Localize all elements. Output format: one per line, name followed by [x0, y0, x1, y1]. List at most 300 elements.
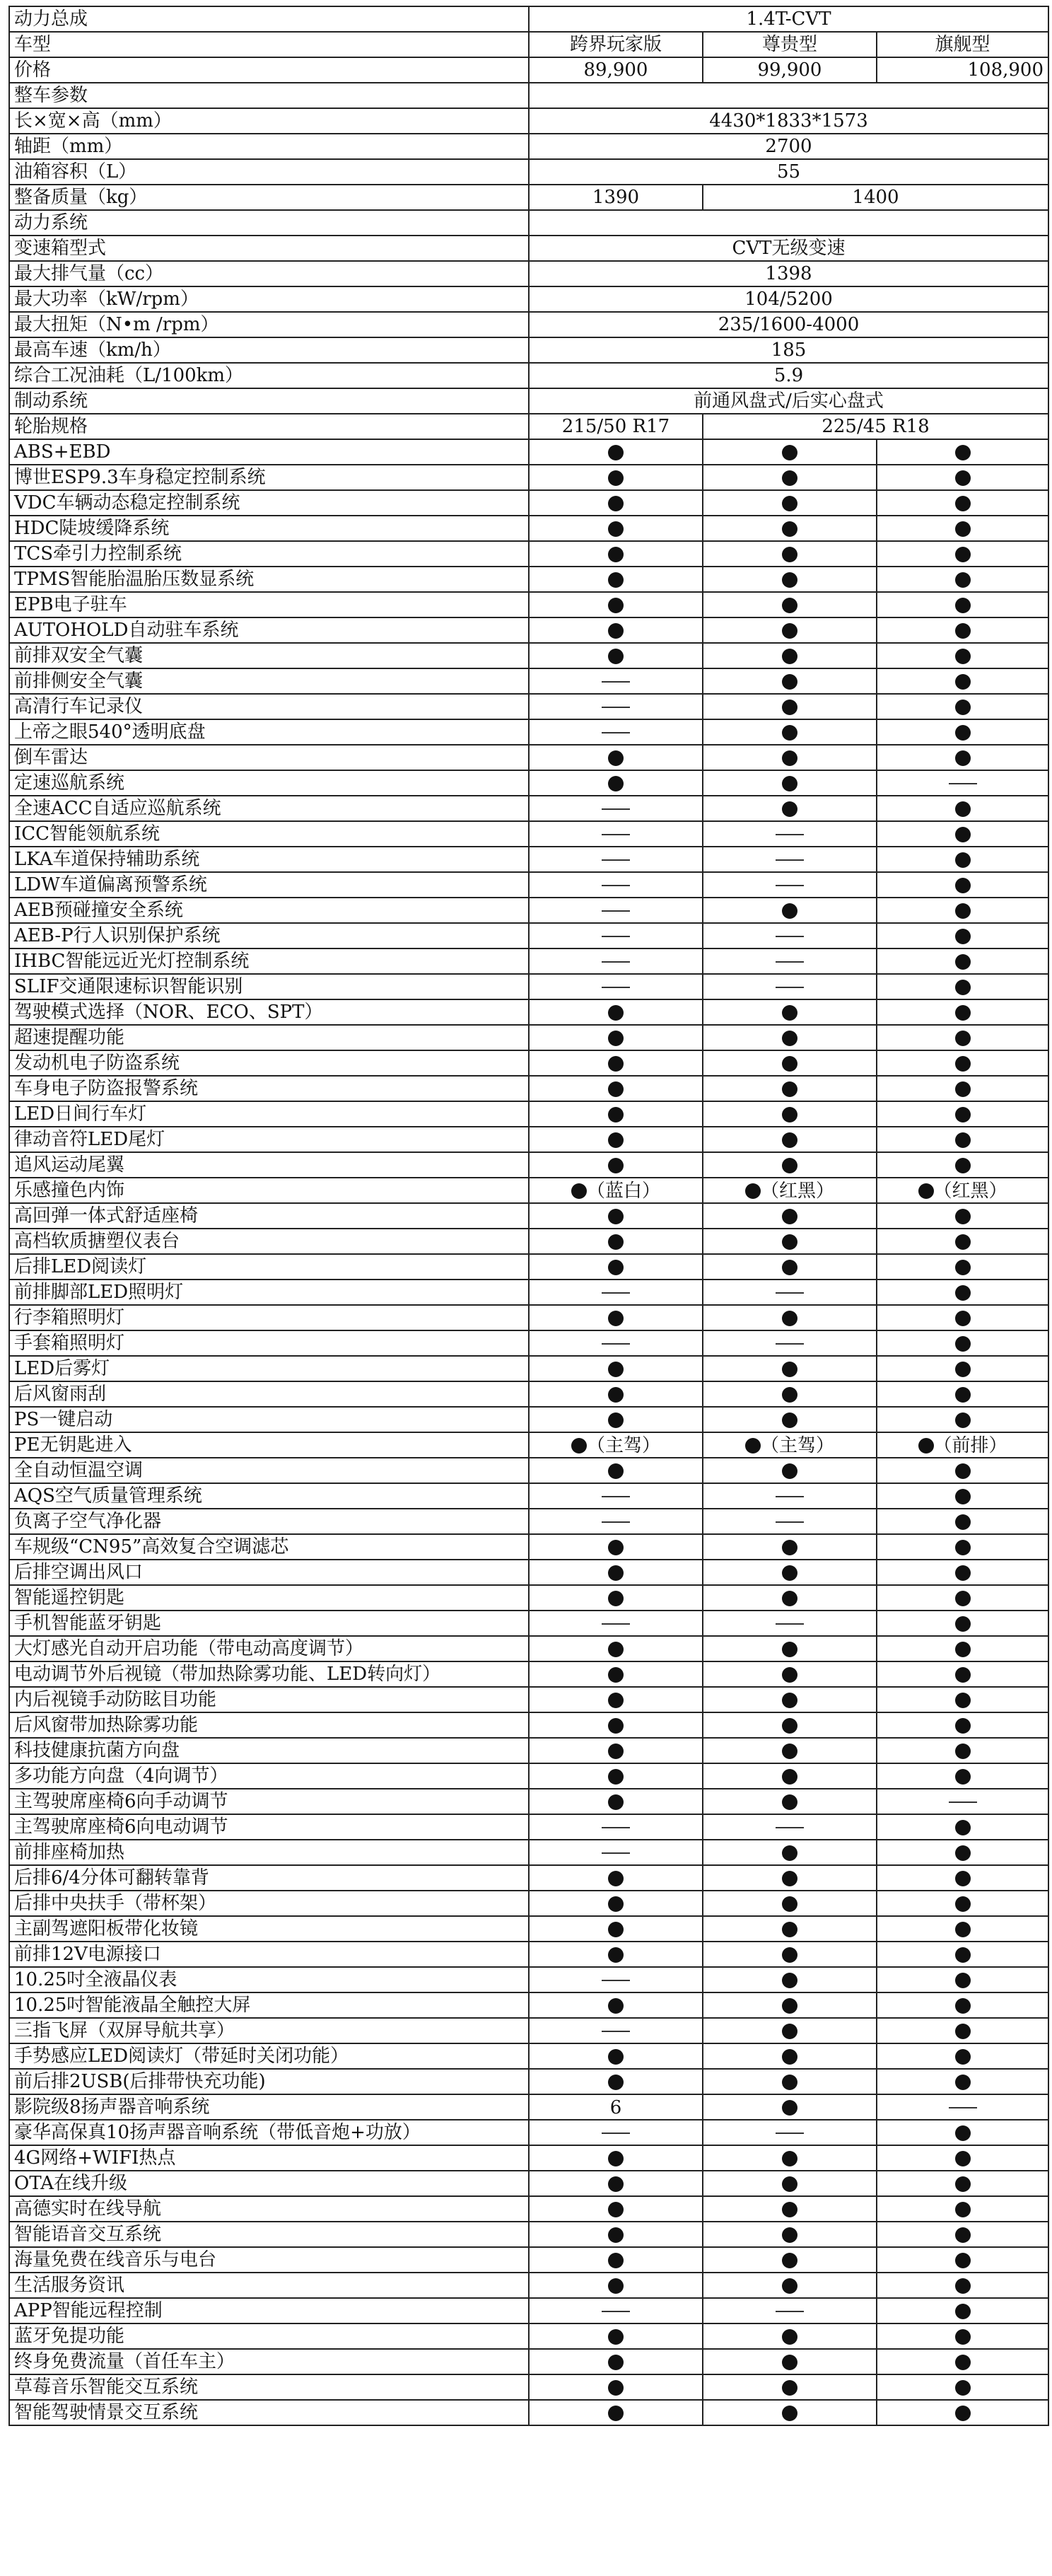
- standard-dot-icon: [782, 1871, 797, 1886]
- standard-dot-icon: [782, 1260, 797, 1275]
- row-label: TPMS智能胎温胎压数显系统: [9, 567, 529, 592]
- standard-dot-icon: [955, 1591, 971, 1606]
- feature-row: [9, 2298, 1048, 2323]
- spec-value-cell: [529, 210, 1048, 236]
- feature-value-cell: [877, 1789, 1048, 1814]
- row-label: 大灯感光自动开启功能（带电动高度调节）: [9, 1636, 529, 1661]
- cell-text: （主驾）: [586, 1434, 660, 1456]
- row-label: 前后排2USB(后排带快充功能): [9, 2069, 529, 2094]
- feature-value-cell: [703, 567, 877, 592]
- feature-row: [9, 1865, 1048, 1891]
- feature-value-cell: [529, 770, 703, 796]
- spec-value-cell: [877, 32, 1048, 57]
- standard-dot-icon: [571, 1438, 587, 1454]
- feature-value-cell: [877, 2323, 1048, 2349]
- standard-dot-icon: [608, 1769, 624, 1785]
- row-label: 前排12V电源接口: [9, 1942, 529, 1967]
- feature-value-cell: [877, 2349, 1048, 2374]
- row-label: 前排座椅加热: [9, 1840, 529, 1865]
- row-label: 高德实时在线导航: [9, 2196, 529, 2222]
- row-label: 后排6/4分体可翻转靠背: [9, 1865, 529, 1891]
- feature-value-cell: [703, 490, 877, 516]
- standard-dot-icon: [782, 725, 797, 741]
- standard-dot-icon: [782, 1947, 797, 1963]
- standard-dot-icon: [955, 1107, 971, 1122]
- feature-row: [9, 1611, 1048, 1636]
- feature-value-cell: [529, 2323, 703, 2349]
- feature-value-cell: [703, 1305, 877, 1330]
- row-label: 行李箱照明灯: [9, 1305, 529, 1330]
- spec-row: [9, 185, 1048, 210]
- standard-dot-icon: [782, 649, 797, 664]
- standard-dot-icon: [608, 649, 624, 664]
- spec-value-cell: [703, 32, 877, 57]
- feature-value-cell: [529, 1025, 703, 1050]
- standard-dot-icon: [955, 954, 971, 970]
- feature-row: [9, 1330, 1048, 1356]
- feature-value-cell: [877, 948, 1048, 974]
- not-available-dash-icon: [776, 1343, 804, 1345]
- feature-value-cell: [529, 1636, 703, 1661]
- cell-text: 235/1600-4000: [718, 314, 860, 335]
- feature-value-cell: [877, 1305, 1048, 1330]
- cell-text: 1400: [852, 187, 899, 208]
- feature-value-cell: [703, 1763, 877, 1789]
- feature-value-cell: [529, 694, 703, 719]
- feature-row: [9, 2196, 1048, 2222]
- feature-value-cell: [529, 1712, 703, 1738]
- feature-value-cell: [703, 898, 877, 923]
- feature-value-cell: [529, 1458, 703, 1483]
- standard-dot-icon: [608, 1871, 624, 1886]
- not-available-dash-icon: [602, 2133, 630, 2134]
- feature-value-cell: [877, 1025, 1048, 1050]
- feature-value-cell: [877, 1585, 1048, 1611]
- standard-dot-icon: [782, 2380, 797, 2396]
- feature-value-cell: [703, 2171, 877, 2196]
- not-available-dash-icon: [776, 961, 804, 963]
- standard-dot-icon: [608, 776, 624, 791]
- feature-value-cell: [877, 1152, 1048, 1178]
- feature-value-cell: [703, 1840, 877, 1865]
- feature-value-cell: [703, 1152, 877, 1178]
- row-label: 前排双安全气囊: [9, 643, 529, 668]
- row-label: 生活服务资讯: [9, 2273, 529, 2298]
- feature-value-cell: [877, 974, 1048, 999]
- not-available-dash-icon: [776, 834, 804, 835]
- row-label: 多功能方向盘（4向调节）: [9, 1763, 529, 1789]
- spec-row: [9, 159, 1048, 185]
- standard-dot-icon: [608, 1311, 624, 1326]
- standard-dot-icon: [782, 1565, 797, 1581]
- standard-dot-icon: [608, 1591, 624, 1606]
- feature-row: [9, 1229, 1048, 1254]
- feature-value-cell: [529, 1407, 703, 1432]
- standard-dot-icon: [608, 1031, 624, 1046]
- standard-dot-icon: [955, 1871, 971, 1886]
- feature-value-cell: [529, 2400, 703, 2425]
- spec-value-cell: [529, 83, 1048, 108]
- feature-value-cell: [877, 1356, 1048, 1381]
- feature-row: [9, 1280, 1048, 1305]
- not-available-dash-icon: [602, 834, 630, 835]
- feature-row: [9, 898, 1048, 923]
- row-label: LED日间行车灯: [9, 1101, 529, 1127]
- feature-row: [9, 821, 1048, 847]
- spec-table-body: [9, 6, 1048, 2425]
- feature-value-cell: [529, 1661, 703, 1687]
- feature-value-cell: [877, 1891, 1048, 1916]
- standard-dot-icon: [782, 2329, 797, 2345]
- feature-row: [9, 1763, 1048, 1789]
- feature-value-cell: [529, 1356, 703, 1381]
- feature-row: [9, 1636, 1048, 1661]
- row-label: 定速巡航系统: [9, 770, 529, 796]
- feature-value-cell: [529, 948, 703, 974]
- standard-dot-icon: [955, 521, 971, 537]
- standard-dot-icon: [782, 1005, 797, 1021]
- feature-row: [9, 1254, 1048, 1280]
- feature-value-cell: [529, 1942, 703, 1967]
- row-label: 后排中央扶手（带杯架）: [9, 1891, 529, 1916]
- feature-value-cell: [877, 770, 1048, 796]
- standard-dot-icon: [608, 2329, 624, 2345]
- standard-dot-icon: [782, 776, 797, 791]
- feature-value-cell: [529, 923, 703, 948]
- feature-row: [9, 999, 1048, 1025]
- row-label: 轴距（mm）: [9, 134, 529, 159]
- feature-value-cell: [703, 1992, 877, 2018]
- feature-value-cell: [877, 1254, 1048, 1280]
- row-label: 后排LED阅读灯: [9, 1254, 529, 1280]
- row-label: 整备质量（kg）: [9, 185, 529, 210]
- standard-dot-icon: [955, 1667, 971, 1683]
- feature-value-cell: [877, 745, 1048, 770]
- not-available-dash-icon: [602, 859, 630, 861]
- feature-value-cell: [703, 719, 877, 745]
- standard-dot-icon: [955, 2406, 971, 2421]
- standard-dot-icon: [782, 1209, 797, 1224]
- standard-dot-icon: [782, 2049, 797, 2065]
- spec-row: [9, 337, 1048, 363]
- feature-row: [9, 1942, 1048, 1967]
- standard-dot-icon: [608, 1132, 624, 1148]
- row-label: 电动调节外后视镜（带加热除雾功能、LED转向灯）: [9, 1661, 529, 1687]
- standard-dot-icon: [608, 1260, 624, 1275]
- standard-dot-icon: [955, 1769, 971, 1785]
- standard-dot-icon: [782, 1132, 797, 1148]
- standard-dot-icon: [608, 2075, 624, 2090]
- standard-dot-icon: [782, 470, 797, 486]
- feature-value-cell: [703, 1738, 877, 1763]
- feature-value-cell: [877, 1967, 1048, 1992]
- feature-value-cell: [703, 541, 877, 567]
- not-available-dash-icon: [776, 936, 804, 937]
- feature-value-cell: [703, 1865, 877, 1891]
- standard-dot-icon: [608, 1642, 624, 1657]
- feature-value-cell: [529, 2222, 703, 2247]
- feature-row: [9, 1534, 1048, 1560]
- row-label: 整车参数: [9, 83, 529, 108]
- feature-row: [9, 2043, 1048, 2069]
- feature-value-cell: [877, 465, 1048, 490]
- feature-value-cell: [703, 1127, 877, 1152]
- feature-row: [9, 1305, 1048, 1330]
- feature-value-cell: [703, 2374, 877, 2400]
- standard-dot-icon: [955, 1311, 971, 1326]
- feature-value-cell: [529, 1076, 703, 1101]
- standard-dot-icon: [782, 2075, 797, 2090]
- feature-value-cell: [877, 1661, 1048, 1687]
- feature-value-cell: [703, 1280, 877, 1305]
- spec-value-cell: [529, 261, 1048, 286]
- feature-value-cell: [529, 1891, 703, 1916]
- standard-dot-icon: [782, 2253, 797, 2268]
- feature-value-cell: [703, 465, 877, 490]
- feature-row: [9, 617, 1048, 643]
- standard-dot-icon: [608, 1947, 624, 1963]
- feature-value-cell: [877, 2400, 1048, 2425]
- feature-value-cell: [529, 1611, 703, 1636]
- standard-dot-icon: [608, 445, 624, 460]
- feature-value-cell: [529, 1101, 703, 1127]
- row-label: 三指飞屏（双屏导航共享）: [9, 2018, 529, 2043]
- standard-dot-icon: [782, 1998, 797, 2014]
- feature-value-cell: [877, 2018, 1048, 2043]
- spec-row: [9, 286, 1048, 312]
- standard-dot-icon: [955, 1209, 971, 1224]
- cell-text: 1398: [765, 263, 812, 284]
- standard-dot-icon: [955, 2151, 971, 2166]
- feature-value-cell: [529, 1483, 703, 1509]
- row-label: TCS牵引力控制系统: [9, 541, 529, 567]
- feature-value-cell: [703, 1330, 877, 1356]
- standard-dot-icon: [608, 1209, 624, 1224]
- feature-value-cell: [877, 1330, 1048, 1356]
- standard-dot-icon: [782, 2024, 797, 2039]
- feature-value-cell: [529, 2273, 703, 2298]
- row-label: 手势感应LED阅读灯（带延时关闭功能）: [9, 2043, 529, 2069]
- feature-value-cell: [529, 439, 703, 465]
- cell-text: 旗舰型: [935, 34, 990, 55]
- standard-dot-icon: [955, 2227, 971, 2243]
- feature-row: [9, 1916, 1048, 1942]
- standard-dot-icon: [608, 1387, 624, 1403]
- standard-dot-icon: [608, 1056, 624, 1072]
- standard-dot-icon: [955, 1973, 971, 1988]
- spec-row: [9, 6, 1048, 32]
- cell-text: 跨界玩家版: [569, 34, 662, 55]
- feature-value-cell: [703, 1814, 877, 1840]
- row-label: PE无钥匙进入: [9, 1432, 529, 1458]
- not-available-dash-icon: [776, 1623, 804, 1625]
- standard-dot-icon: [955, 649, 971, 664]
- standard-dot-icon: [955, 598, 971, 613]
- feature-value-cell: [703, 2196, 877, 2222]
- feature-value-cell: [703, 1661, 877, 1687]
- not-available-dash-icon: [602, 961, 630, 963]
- feature-value-cell: [703, 1050, 877, 1076]
- feature-value-cell: [529, 1738, 703, 1763]
- standard-dot-icon: [782, 1107, 797, 1122]
- feature-value-cell: [877, 1560, 1048, 1585]
- feature-row: [9, 2374, 1048, 2400]
- feature-value-cell: [877, 2374, 1048, 2400]
- standard-dot-icon: [955, 1260, 971, 1275]
- spec-table: [8, 6, 1049, 2426]
- feature-value-cell: [877, 2069, 1048, 2094]
- feature-row: [9, 2171, 1048, 2196]
- standard-dot-icon: [782, 1845, 797, 1861]
- row-label: 轮胎规格: [9, 414, 529, 439]
- row-label: PS一键启动: [9, 1407, 529, 1432]
- feature-value-cell: [877, 2120, 1048, 2145]
- feature-value-cell: [703, 745, 877, 770]
- feature-row: [9, 948, 1048, 974]
- feature-value-cell: [529, 719, 703, 745]
- row-label: 车规级“CN95”高效复合空调滤芯: [9, 1534, 529, 1560]
- cell-text: （红黑）: [933, 1180, 1007, 1202]
- spec-row: [9, 108, 1048, 134]
- standard-dot-icon: [608, 572, 624, 588]
- cell-text: CVT无级变速: [732, 238, 846, 259]
- spec-row: [9, 83, 1048, 108]
- standard-dot-icon: [955, 496, 971, 511]
- cell-text: 1390: [592, 187, 640, 208]
- row-label: ICC智能领航系统: [9, 821, 529, 847]
- standard-dot-icon: [955, 750, 971, 766]
- feature-row: [9, 1891, 1048, 1916]
- feature-row: [9, 1356, 1048, 1381]
- feature-value-cell: [529, 2247, 703, 2273]
- feature-value-cell: [877, 1076, 1048, 1101]
- row-label: 油箱容积（L）: [9, 159, 529, 185]
- row-label: IHBC智能远近光灯控制系统: [9, 948, 529, 974]
- row-label: 后排空调出风口: [9, 1560, 529, 1585]
- spec-value-cell: [529, 57, 703, 83]
- feature-value-cell: [877, 439, 1048, 465]
- row-label: 最大排气量（cc）: [9, 261, 529, 286]
- spec-value-cell: [703, 185, 1048, 210]
- row-label: LDW车道偏离预警系统: [9, 872, 529, 898]
- feature-value-cell: [877, 1127, 1048, 1152]
- standard-dot-icon: [782, 674, 797, 690]
- standard-dot-icon: [608, 2176, 624, 2192]
- standard-dot-icon: [608, 1896, 624, 1912]
- feature-value-cell: [529, 1585, 703, 1611]
- standard-dot-icon: [608, 1463, 624, 1479]
- feature-value-cell: [529, 1203, 703, 1229]
- feature-value-cell: [877, 1203, 1048, 1229]
- standard-dot-icon: [782, 2406, 797, 2421]
- spec-value-cell: [877, 57, 1048, 83]
- feature-value-cell: [703, 1687, 877, 1712]
- not-available-dash-icon: [776, 2133, 804, 2134]
- feature-value-cell: [703, 2145, 877, 2171]
- row-label: 上帝之眼540°透明底盘: [9, 719, 529, 745]
- cell-text: 225/45 R18: [822, 416, 930, 437]
- not-available-dash-icon: [776, 2311, 804, 2312]
- standard-dot-icon: [955, 1896, 971, 1912]
- standard-dot-icon: [955, 1998, 971, 2014]
- feature-value-cell: [703, 516, 877, 541]
- standard-dot-icon: [955, 903, 971, 919]
- standard-dot-icon: [782, 2176, 797, 2192]
- feature-value-cell: [877, 2247, 1048, 2273]
- standard-dot-icon: [955, 852, 971, 868]
- feature-value-cell: [703, 2247, 877, 2273]
- feature-row: [9, 1840, 1048, 1865]
- row-label: 智能遥控钥匙: [9, 1585, 529, 1611]
- feature-row: [9, 1050, 1048, 1076]
- feature-row: [9, 2323, 1048, 2349]
- feature-value-cell: [529, 1381, 703, 1407]
- standard-dot-icon: [608, 1565, 624, 1581]
- standard-dot-icon: [955, 445, 971, 460]
- row-label: 10.25吋全液晶仪表: [9, 1967, 529, 1992]
- standard-dot-icon: [608, 2253, 624, 2268]
- standard-dot-icon: [918, 1438, 934, 1454]
- row-label: AUTOHOLD自动驻车系统: [9, 617, 529, 643]
- not-available-dash-icon: [776, 885, 804, 886]
- feature-value-cell: [529, 465, 703, 490]
- feature-row: [9, 1687, 1048, 1712]
- row-label: 主驾驶席座椅6向手动调节: [9, 1789, 529, 1814]
- feature-value-cell: [877, 872, 1048, 898]
- feature-value-cell: [703, 1178, 877, 1203]
- feature-row: [9, 2400, 1048, 2425]
- feature-value-cell: [529, 1432, 703, 1458]
- feature-value-cell: [703, 1254, 877, 1280]
- feature-value-cell: [529, 617, 703, 643]
- row-label: 科技健康抗菌方向盘: [9, 1738, 529, 1763]
- not-available-dash-icon: [776, 1521, 804, 1523]
- spec-value-cell: [529, 159, 1048, 185]
- row-label: 豪华高保真10扬声器音响系统（带低音炮+功放）: [9, 2120, 529, 2145]
- standard-dot-icon: [955, 2278, 971, 2294]
- feature-value-cell: [529, 2374, 703, 2400]
- feature-value-cell: [529, 1534, 703, 1560]
- standard-dot-icon: [782, 2227, 797, 2243]
- feature-value-cell: [529, 745, 703, 770]
- feature-value-cell: [877, 2171, 1048, 2196]
- row-label: 律动音符LED尾灯: [9, 1127, 529, 1152]
- standard-dot-icon: [782, 1744, 797, 1759]
- feature-value-cell: [703, 1942, 877, 1967]
- feature-value-cell: [877, 1178, 1048, 1203]
- feature-value-cell: [703, 796, 877, 821]
- feature-row: [9, 770, 1048, 796]
- row-label: 博世ESP9.3车身稳定控制系统: [9, 465, 529, 490]
- cell-text: 4430*1833*1573: [709, 110, 868, 132]
- feature-row: [9, 1509, 1048, 1534]
- row-label: AEB预碰撞安全系统: [9, 898, 529, 923]
- feature-value-cell: [703, 1611, 877, 1636]
- feature-value-cell: [703, 2069, 877, 2094]
- cell-text: 1.4T-CVT: [746, 8, 831, 30]
- standard-dot-icon: [955, 2202, 971, 2217]
- feature-value-cell: [877, 923, 1048, 948]
- feature-value-cell: [877, 490, 1048, 516]
- row-label: AQS空气质量管理系统: [9, 1483, 529, 1509]
- row-label: OTA在线升级: [9, 2171, 529, 2196]
- standard-dot-icon: [955, 2380, 971, 2396]
- not-available-dash-icon: [602, 2311, 630, 2312]
- feature-value-cell: [877, 2196, 1048, 2222]
- feature-value-cell: [703, 1483, 877, 1509]
- feature-row: [9, 1483, 1048, 1509]
- not-available-dash-icon: [776, 1496, 804, 1497]
